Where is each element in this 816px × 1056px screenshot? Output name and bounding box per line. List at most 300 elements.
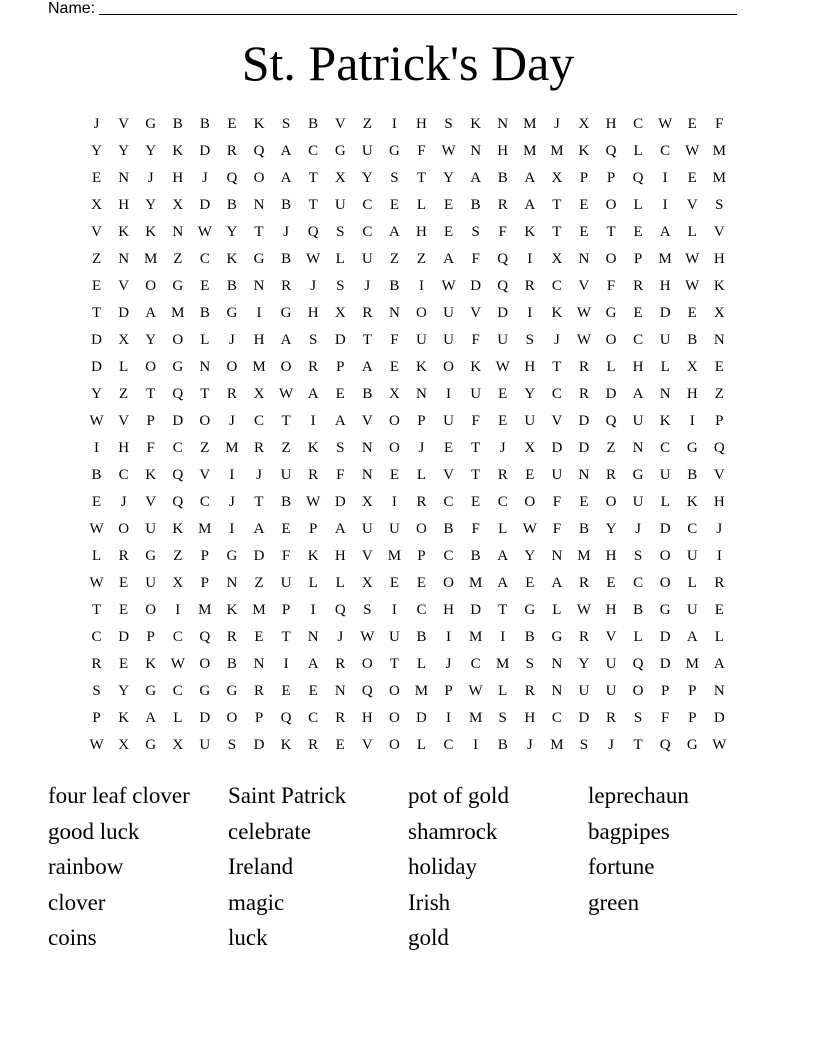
grid-letter: A bbox=[307, 656, 319, 672]
word-list-item: green bbox=[588, 889, 640, 915]
grid-row bbox=[83, 219, 733, 246]
grid-letter: B bbox=[687, 332, 698, 348]
grid-letter: X bbox=[361, 494, 373, 510]
grid-letter: C bbox=[416, 602, 427, 618]
grid-letter: Q bbox=[659, 737, 671, 753]
grid-letter: L bbox=[633, 143, 643, 159]
grid-letter: T bbox=[471, 440, 481, 456]
grid-letter: S bbox=[633, 548, 643, 564]
grid-letter: U bbox=[361, 143, 373, 159]
grid-letter: V bbox=[713, 467, 725, 483]
grid-letter: Z bbox=[200, 440, 210, 456]
grid-letter: D bbox=[199, 710, 211, 726]
grid-letter: I bbox=[689, 413, 695, 429]
grid-letter: G bbox=[253, 251, 265, 267]
grid-letter: W bbox=[89, 413, 104, 429]
grid-letter: V bbox=[713, 224, 725, 240]
grid-letter: Q bbox=[172, 494, 184, 510]
grid-letter: E bbox=[389, 197, 399, 213]
grid-row bbox=[83, 300, 733, 327]
grid-letter: R bbox=[416, 494, 427, 510]
grid-letter: N bbox=[118, 170, 130, 186]
grid-letter: K bbox=[226, 251, 238, 267]
grid-letter: G bbox=[686, 440, 698, 456]
grid-letter: M bbox=[550, 143, 564, 159]
grid-letter: O bbox=[605, 332, 617, 348]
grid-letter: H bbox=[713, 494, 725, 510]
grid-letter: O bbox=[199, 413, 211, 429]
grid-letter: U bbox=[199, 737, 211, 753]
grid-letter: E bbox=[498, 413, 508, 429]
grid-letter: Y bbox=[145, 197, 157, 213]
grid-letter: B bbox=[199, 116, 210, 132]
grid-letter: T bbox=[498, 602, 508, 618]
grid-letter: T bbox=[254, 224, 264, 240]
grid-letter: I bbox=[662, 170, 668, 186]
grid-letter: D bbox=[659, 629, 671, 645]
grid-letter: B bbox=[497, 170, 508, 186]
grid-letter: V bbox=[443, 467, 454, 483]
grid-letter: N bbox=[713, 332, 725, 348]
grid-letter: W bbox=[279, 386, 294, 402]
grid-letter: I bbox=[527, 251, 533, 267]
grid-letter: E bbox=[525, 575, 535, 591]
grid-letter: E bbox=[714, 359, 724, 375]
grid-letter: D bbox=[578, 710, 590, 726]
grid-letter: M bbox=[252, 602, 266, 618]
grid-row bbox=[83, 489, 733, 516]
grid-letter: O bbox=[388, 440, 400, 456]
grid-letter: C bbox=[443, 737, 454, 753]
word-column bbox=[48, 778, 228, 956]
grid-letter: N bbox=[659, 386, 671, 402]
grid-letter: L bbox=[416, 656, 427, 672]
grid-letter: U bbox=[578, 683, 590, 699]
grid-letter: U bbox=[632, 494, 644, 510]
grid-letter: F bbox=[471, 332, 480, 348]
word-column bbox=[408, 778, 588, 956]
grid-letter: D bbox=[334, 332, 346, 348]
grid-letter: D bbox=[91, 332, 102, 348]
grid-letter: G bbox=[388, 143, 400, 159]
grid-letter: C bbox=[308, 710, 319, 726]
grid-letter: O bbox=[145, 278, 157, 294]
grid-letter: F bbox=[471, 521, 480, 537]
grid-letter: Q bbox=[361, 683, 373, 699]
grid-letter: D bbox=[551, 440, 563, 456]
grid-letter: W bbox=[576, 602, 592, 618]
grid-letter: T bbox=[633, 737, 643, 753]
grid-letter: A bbox=[145, 305, 157, 321]
grid-letter: Q bbox=[605, 143, 617, 159]
grid-letter: J bbox=[553, 332, 560, 348]
grid-letter: X bbox=[361, 575, 373, 591]
grid-letter: C bbox=[172, 440, 183, 456]
grid-letter: K bbox=[659, 413, 671, 429]
grid-letter: V bbox=[118, 278, 130, 294]
grid-letter: R bbox=[91, 656, 102, 672]
grid-row bbox=[83, 624, 733, 651]
grid-letter: H bbox=[334, 548, 346, 564]
word-list-item: gold bbox=[408, 925, 449, 950]
grid-letter: T bbox=[552, 359, 562, 375]
grid-letter: R bbox=[254, 683, 265, 699]
grid-letter: M bbox=[523, 116, 537, 132]
grid-letter: G bbox=[145, 737, 157, 753]
grid-letter: E bbox=[606, 575, 616, 591]
grid-letter: E bbox=[443, 197, 454, 213]
word-list-item: luck bbox=[228, 925, 268, 950]
grid-letter: G bbox=[659, 602, 671, 618]
grid-letter: L bbox=[416, 197, 427, 213]
grid-letter: C bbox=[687, 521, 698, 537]
grid-letter: B bbox=[470, 548, 481, 564]
grid-letter: V bbox=[118, 413, 130, 429]
grid-letter: V bbox=[578, 278, 590, 294]
grid-letter: F bbox=[661, 710, 670, 726]
grid-letter: F bbox=[552, 521, 562, 537]
grid-letter: H bbox=[416, 116, 427, 132]
grid-letter: K bbox=[145, 467, 157, 483]
grid-letter: D bbox=[253, 737, 265, 753]
grid-letter: U bbox=[145, 521, 157, 537]
grid-letter: W bbox=[522, 521, 537, 537]
grid-letter: N bbox=[551, 683, 563, 699]
grid-letter: B bbox=[470, 197, 481, 213]
grid-letter: E bbox=[335, 386, 345, 402]
word-list-item: magic bbox=[228, 889, 285, 915]
grid-letter: U bbox=[416, 332, 427, 348]
grid-letter: M bbox=[658, 251, 672, 267]
grid-letter: W bbox=[685, 143, 700, 159]
grid-letter: W bbox=[495, 359, 510, 375]
grid-letter: E bbox=[308, 683, 318, 699]
grid-letter: G bbox=[551, 629, 563, 645]
grid-letter: N bbox=[388, 305, 400, 321]
name-underline bbox=[99, 0, 737, 15]
grid-letter: T bbox=[362, 332, 372, 348]
grid-letter: O bbox=[388, 413, 400, 429]
grid-letter: P bbox=[308, 521, 318, 537]
grid-letter: R bbox=[524, 683, 535, 699]
grid-letter: C bbox=[551, 386, 562, 402]
grid-letter: I bbox=[175, 602, 181, 618]
grid-letter: T bbox=[416, 170, 427, 186]
grid-row bbox=[83, 462, 733, 489]
grid-letter: H bbox=[361, 710, 373, 726]
grid-letter: D bbox=[578, 413, 590, 429]
grid-letter: I bbox=[229, 521, 235, 537]
grid-letter: U bbox=[686, 548, 698, 564]
grid-letter: R bbox=[335, 656, 346, 672]
grid-letter: V bbox=[605, 629, 617, 645]
grid-letter: N bbox=[416, 386, 427, 402]
grid-letter: Z bbox=[714, 386, 724, 402]
grid-letter: H bbox=[524, 359, 536, 375]
grid-letter: J bbox=[93, 116, 100, 132]
grid-letter: I bbox=[473, 737, 479, 753]
grid-letter: E bbox=[119, 602, 129, 618]
grid-letter: I bbox=[310, 602, 316, 618]
grid-letter: O bbox=[172, 332, 184, 348]
grid-letter: K bbox=[145, 656, 157, 672]
grid-letter: O bbox=[524, 494, 536, 510]
grid-letter: C bbox=[443, 494, 454, 510]
grid-letter: M bbox=[387, 548, 402, 564]
grid-letter: V bbox=[145, 494, 157, 510]
grid-letter: J bbox=[716, 521, 723, 537]
grid-letter: E bbox=[525, 467, 535, 483]
grid-letter: H bbox=[253, 332, 265, 348]
grid-letter: K bbox=[686, 494, 698, 510]
grid-letter: T bbox=[281, 629, 291, 645]
grid-letter: E bbox=[416, 575, 427, 591]
grid-letter: U bbox=[659, 332, 671, 348]
grid-row bbox=[83, 192, 733, 219]
grid-letter: E bbox=[579, 224, 589, 240]
word-list-item: bagpipes bbox=[588, 818, 670, 844]
grid-letter: K bbox=[280, 737, 292, 753]
grid-letter: D bbox=[713, 710, 725, 726]
grid-letter: C bbox=[470, 656, 481, 672]
grid-letter: R bbox=[578, 629, 589, 645]
grid-letter: K bbox=[253, 116, 265, 132]
grid-letter: W bbox=[576, 305, 592, 321]
grid-letter: X bbox=[686, 359, 698, 375]
grid-letter: N bbox=[118, 251, 130, 267]
grid-letter: X bbox=[253, 386, 265, 402]
word-list-item: fortune bbox=[588, 854, 655, 879]
grid-row bbox=[83, 327, 733, 354]
grid-letter: X bbox=[388, 386, 400, 402]
grid-letter: O bbox=[443, 359, 454, 375]
grid-letter: A bbox=[361, 359, 373, 375]
grid-letter: O bbox=[659, 548, 671, 564]
grid-row bbox=[83, 732, 733, 759]
grid-letter: M bbox=[144, 251, 158, 267]
grid-letter: P bbox=[254, 710, 264, 726]
grid-letter: B bbox=[524, 629, 535, 645]
grid-letter: B bbox=[443, 521, 454, 537]
grid-letter: Q bbox=[713, 440, 725, 456]
grid-letter: N bbox=[226, 575, 238, 591]
grid-letter: H bbox=[605, 116, 617, 132]
grid-letter: J bbox=[147, 170, 154, 186]
grid-letter: A bbox=[551, 575, 563, 591]
grid-letter: U bbox=[145, 575, 157, 591]
grid-letter: B bbox=[633, 602, 644, 618]
grid-letter: Q bbox=[253, 143, 265, 159]
grid-letter: R bbox=[578, 575, 589, 591]
grid-letter: R bbox=[308, 467, 319, 483]
grid-letter: X bbox=[118, 332, 130, 348]
grid-letter: Y bbox=[118, 683, 130, 699]
grid-letter: R bbox=[226, 386, 237, 402]
grid-letter: Z bbox=[389, 251, 399, 267]
grid-letter: I bbox=[391, 494, 397, 510]
grid-letter: N bbox=[253, 278, 265, 294]
grid-row bbox=[83, 543, 733, 570]
grid-letter: E bbox=[227, 116, 237, 132]
grid-letter: U bbox=[388, 629, 400, 645]
grid-letter: B bbox=[226, 656, 237, 672]
grid-letter: S bbox=[363, 602, 372, 618]
grid-letter: M bbox=[198, 602, 212, 618]
grid-letter: H bbox=[497, 143, 509, 159]
grid-letter: H bbox=[443, 602, 454, 618]
grid-letter: F bbox=[336, 467, 345, 483]
grid-letter: I bbox=[94, 440, 100, 456]
grid-letter: N bbox=[361, 440, 373, 456]
grid-letter: C bbox=[551, 278, 562, 294]
grid-letter: T bbox=[308, 170, 318, 186]
grid-letter: J bbox=[337, 629, 344, 645]
grid-letter: V bbox=[361, 413, 373, 429]
grid-letter: U bbox=[497, 332, 509, 348]
grid-letter: S bbox=[281, 116, 291, 132]
grid-letter: H bbox=[416, 224, 427, 240]
grid-letter: A bbox=[524, 197, 536, 213]
grid-letter: U bbox=[632, 413, 644, 429]
grid-letter: G bbox=[172, 278, 184, 294]
grid-letter: H bbox=[605, 548, 617, 564]
grid-letter: C bbox=[633, 332, 644, 348]
grid-letter: O bbox=[388, 737, 400, 753]
grid-letter: E bbox=[443, 440, 454, 456]
grid-letter: A bbox=[497, 548, 509, 564]
grid-letter: Q bbox=[497, 251, 509, 267]
grid-row bbox=[83, 435, 733, 462]
grid-letter: C bbox=[660, 143, 671, 159]
grid-letter: C bbox=[551, 710, 562, 726]
grid-letter: L bbox=[714, 629, 724, 645]
grid-letter: C bbox=[172, 629, 183, 645]
grid-letter: S bbox=[336, 440, 345, 456]
grid-letter: S bbox=[525, 332, 534, 348]
grid-row bbox=[83, 705, 733, 732]
grid-letter: X bbox=[578, 116, 590, 132]
grid-letter: J bbox=[364, 278, 371, 294]
grid-letter: J bbox=[256, 467, 262, 483]
grid-letter: O bbox=[443, 575, 454, 591]
grid-letter: V bbox=[551, 413, 563, 429]
grid-letter: G bbox=[632, 467, 644, 483]
grid-letter: W bbox=[306, 251, 321, 267]
grid-letter: B bbox=[91, 467, 102, 483]
grid-letter: Q bbox=[172, 386, 184, 402]
grid-letter: C bbox=[308, 143, 319, 159]
grid-letter: F bbox=[606, 278, 616, 294]
grid-letter: T bbox=[389, 656, 399, 672]
grid-letter: N bbox=[713, 683, 725, 699]
grid-letter: A bbox=[388, 224, 400, 240]
grid-letter: T bbox=[146, 386, 156, 402]
grid-letter: W bbox=[306, 494, 321, 510]
grid-letter: M bbox=[414, 683, 429, 699]
grid-letter: Q bbox=[280, 710, 292, 726]
grid-letter: F bbox=[471, 251, 480, 267]
grid-letter: O bbox=[361, 656, 373, 672]
grid-letter: R bbox=[118, 548, 129, 564]
grid-letter: A bbox=[280, 143, 292, 159]
grid-letter: U bbox=[551, 467, 563, 483]
grid-letter: D bbox=[334, 494, 346, 510]
grid-letter: L bbox=[416, 467, 427, 483]
grid-letter: E bbox=[281, 521, 291, 537]
grid-letter: D bbox=[118, 629, 130, 645]
grid-letter: R bbox=[281, 278, 292, 294]
grid-letter: R bbox=[335, 710, 346, 726]
grid-letter: C bbox=[91, 629, 102, 645]
grid-letter: C bbox=[660, 440, 671, 456]
grid-letter: Y bbox=[361, 170, 373, 186]
word-list bbox=[48, 778, 768, 956]
grid-letter: U bbox=[443, 305, 454, 321]
name-label: Name: bbox=[48, 0, 96, 17]
grid-letter: G bbox=[172, 359, 184, 375]
grid-letter: O bbox=[388, 710, 400, 726]
grid-letter: P bbox=[417, 548, 426, 564]
grid-letter: G bbox=[145, 116, 157, 132]
grid-letter: Y bbox=[578, 656, 590, 672]
grid-letter: N bbox=[334, 683, 346, 699]
grid-letter: H bbox=[605, 602, 617, 618]
grid-letter: U bbox=[443, 413, 454, 429]
grid-letter: P bbox=[200, 575, 210, 591]
grid-letter: J bbox=[229, 494, 235, 510]
grid-letter: L bbox=[687, 224, 697, 240]
grid-letter: H bbox=[118, 440, 130, 456]
grid-row bbox=[83, 678, 733, 705]
word-column bbox=[228, 778, 408, 956]
grid-letter: E bbox=[443, 224, 454, 240]
grid-letter: M bbox=[198, 521, 212, 537]
grid-letter: K bbox=[524, 224, 536, 240]
word-list-item: good luck bbox=[48, 818, 140, 844]
grid-letter: W bbox=[658, 116, 673, 132]
grid-letter: P bbox=[92, 710, 101, 726]
grid-letter: I bbox=[446, 710, 452, 726]
grid-letter: Z bbox=[119, 386, 129, 402]
grid-letter: U bbox=[361, 251, 373, 267]
word-list-item: clover bbox=[48, 889, 106, 915]
grid-letter: K bbox=[172, 143, 184, 159]
grid-letter: U bbox=[280, 575, 292, 591]
grid-letter: G bbox=[226, 305, 238, 321]
grid-letter: H bbox=[713, 251, 725, 267]
grid-letter: D bbox=[91, 359, 102, 375]
grid-letter: X bbox=[524, 440, 536, 456]
grid-letter: K bbox=[416, 359, 427, 375]
grid-letter: X bbox=[91, 197, 102, 213]
grid-letter: U bbox=[524, 413, 536, 429]
grid-letter: B bbox=[281, 197, 292, 213]
grid-letter: P bbox=[606, 170, 616, 186]
grid-letter: E bbox=[91, 170, 102, 186]
grid-letter: N bbox=[578, 467, 590, 483]
grid-letter: Y bbox=[524, 386, 536, 402]
grid-letter: E bbox=[200, 278, 210, 294]
grid-letter: N bbox=[470, 143, 482, 159]
grid-letter: Z bbox=[173, 251, 183, 267]
grid-letter: A bbox=[470, 170, 482, 186]
grid-letter: A bbox=[497, 575, 509, 591]
grid-letter: R bbox=[226, 629, 237, 645]
grid-letter: S bbox=[633, 710, 643, 726]
grid-letter: N bbox=[253, 656, 265, 672]
grid-letter: A bbox=[334, 521, 346, 537]
grid-letter: B bbox=[199, 305, 210, 321]
